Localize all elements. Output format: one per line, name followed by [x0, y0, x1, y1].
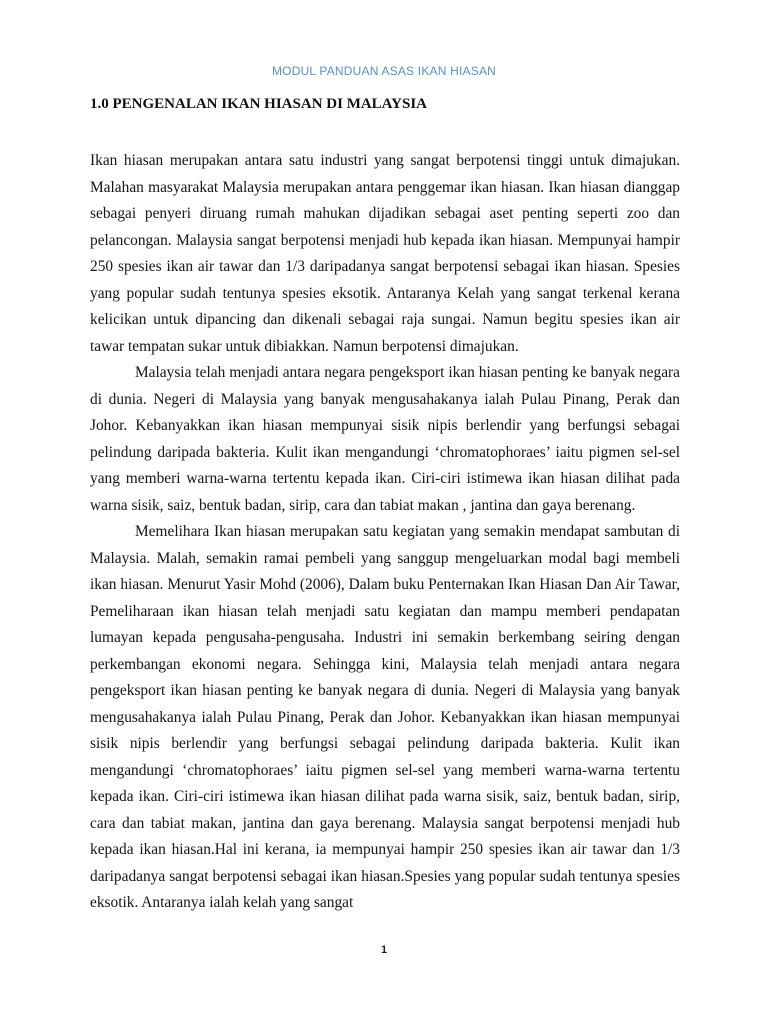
page-number: 1: [380, 944, 388, 956]
paragraph-2: Malaysia telah menjadi antara negara pengeksport ikan hiasan penting ke banyak negara di dunia. Negeri di Malaysia yang banyak mengusahakanya ialah Pulau Pinang, Perak dan Johor. Kebanyakkan ikan hiasan mempunyai sisik nipis berlendir yang berfungsi sebagai pelindung daripada bakteria. Kulit ikan mengandungi ‘chromatophoraes’ iaitu pigmen sel-sel yang memberi warna-warna tertentu kepada ikan. Ciri-ciri istimewa ikan hiasan dilihat pada warna sisik, saiz, bentuk badan, sirip, cara dan tabiat makan , jantina dan gaya berenang.: [90, 364, 680, 514]
paragraph-1: Ikan hiasan merupakan antara satu industri yang sangat berpotensi tinggi untuk dimajukan. Malahan masyarakat Malaysia merupakan antara penggemar ikan hiasan. Ikan hiasan dianggap sebagai penyeri diruang rumah mahukan dijadikan sebagai aset penting seperti zoo dan pelancongan. Malaysia sangat berpotensi menjadi hub kepada ikan hiasan. Mempunyai hampir 250 spesies ikan air tawar dan 1/3 daripadanya sangat berpotensi sebagai ikan hiasan. Spesies yang popular sudah tentunya spesies eksotik. Antaranya Kelah yang sangat terkenal kerana kelicikan untuk dipancing dan dikenali sebagai raja sungai. Namun begitu spesies ikan air tawar tempatan sukar untuk dibiakkan. Namun berpotensi dimajukan.: [90, 152, 680, 355]
body-text: [90, 148, 680, 917]
paragraph-3: Memelihara Ikan hiasan merupakan satu kegiatan yang semakin mendapat sambutan di Malaysia. Malah, semakin ramai pembeli yang sanggup mengeluarkan modal bagi membeli ikan hiasan. Menurut Yasir Mohd (2006), Dalam buku Penternakan Ikan Hiasan Dan Air Tawar, Pemeliharaan ikan hiasan telah menjadi satu kegiatan dan mampu memberi pendapatan lumayan kepada pengusaha-pengusaha. Industri ini semakin berkembang seiring dengan perkembangan ekonomi negara. Sehingga kini, Malaysia telah menjadi antara negara pengeksport ikan hiasan penting ke banyak negara di dunia. Negeri di Malaysia yang banyak mengusahakanya ialah Pulau Pinang, Perak dan Johor. Kebanyakkan ikan hiasan mempunyai sisik nipis berlendir yang berfungsi sebagai pelindung daripada bakteria. Kulit ikan mengandungi ‘chromatophoraes’ iaitu pigmen sel-sel yang memberi warna-warna tertentu kepada ikan. Ciri-ciri istimewa ikan hiasan dilihat pada warna sisik, saiz, bentuk badan, sirip, cara dan tabiat makan, jantina dan gaya berenang. Malaysia sangat berpotensi menjadi hub kepada ikan hiasan.Hal ini kerana, ia mempunyai hampir 250 spesies ikan air tawar dan 1/3 daripadanya sangat berpotensi sebagai ikan hiasan.Spesies yang popular sudah tentunya spesies eksotik. Antaranya ialah kelah yang sangat: [90, 523, 681, 911]
section-heading: 1.0 PENGENALAN IKAN HIASAN DI MALAYSIA: [90, 96, 427, 112]
running-header: MODUL PANDUAN ASAS IKAN HIASAN: [271, 64, 497, 78]
